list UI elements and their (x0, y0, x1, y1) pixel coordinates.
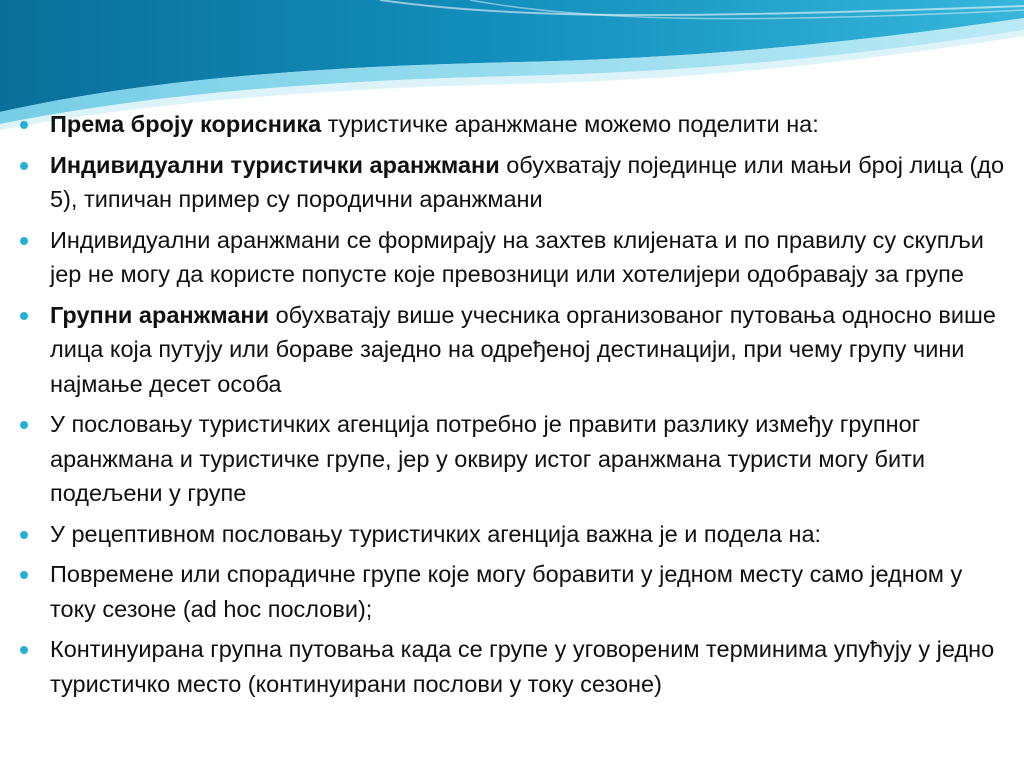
bullet-item (18, 148, 1008, 217)
bullet-text: туристичке аранжмане можемо поделити на: (321, 111, 819, 137)
bullet-dot-icon (20, 421, 28, 429)
bullet-item (18, 407, 1008, 511)
bullet-bold-lead: Индивидуални туристички аранжмани (50, 151, 500, 178)
bullet-dot-icon (20, 237, 28, 245)
bullet-dot-icon (20, 312, 28, 320)
bullet-item (18, 517, 1008, 552)
bullet-text: У пословању туристичких агенција потребно је правити разлику између групног аранжмана и туристичке групе, јер у оквиру истог аранжмана туристи могу бити подељени у групе (50, 411, 925, 506)
bullet-text: Индивидуални аранжмани се формирају на захтев клијената и по правилу су скупљи јер не могу да користе попусте које превозници или хотелијери одобравају за групе (50, 226, 984, 287)
bullet-text: Повремене или спорадичне групе које могу боравити у једном месту само једном у току сезоне (ad hoc послови); (50, 561, 963, 622)
bullet-text: обухватају појединце или мањи број лица (до 5), типичан пример су породични аранжмани (50, 151, 1005, 212)
bullet-bold-lead: Према броју корисника (50, 111, 322, 137)
bullet-list (18, 107, 1008, 701)
bullet-text: обухватају више учесника организованог путовања односно више лица која путују или бораве заједно на одређеној дестинацији, при чему групу чини најмање десет особа (50, 301, 996, 397)
bullet-dot-icon (20, 646, 28, 654)
bullet-text: Континуирана групна путовања када се групе у уговореним терминима упућују у једно туристичко место (континуирани послови у току сезоне) (50, 636, 995, 697)
bullet-item (18, 632, 1008, 701)
bullet-item (18, 107, 1008, 142)
bullet-bold-lead: Групни аранжмани (50, 301, 270, 328)
bullet-item (18, 298, 1008, 402)
bullet-text: У рецептивном пословању туристичких агенција важна је и подела на: (50, 520, 822, 547)
bullet-item (18, 223, 1008, 292)
content-area (18, 107, 1008, 707)
bullet-dot-icon (20, 531, 28, 539)
bullet-item (18, 557, 1008, 626)
bullet-dot-icon (20, 121, 28, 129)
bullet-dot-icon (20, 571, 28, 579)
bullet-dot-icon (20, 162, 28, 170)
